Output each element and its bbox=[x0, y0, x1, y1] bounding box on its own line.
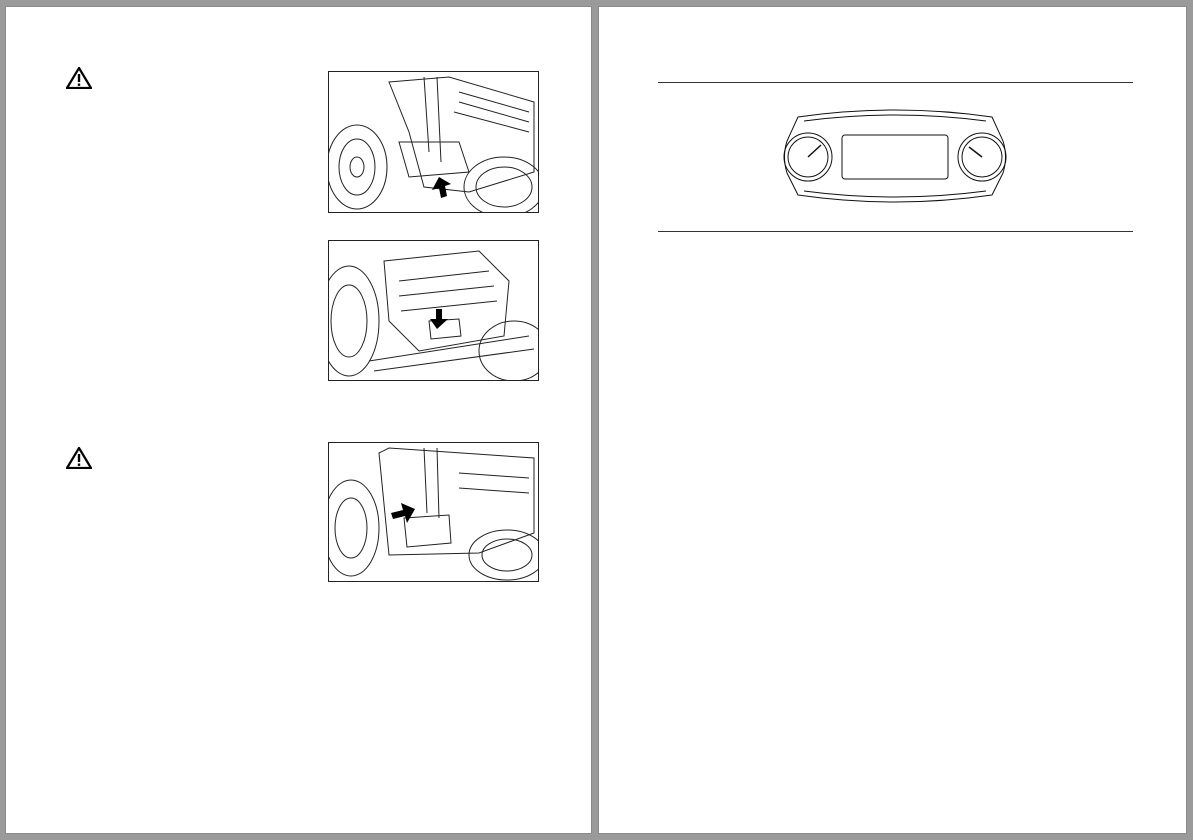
instrument-panel-drawing bbox=[658, 83, 1133, 231]
urea-tank-photo bbox=[328, 442, 539, 582]
urea-warning-header bbox=[66, 447, 324, 469]
right-page bbox=[598, 6, 1187, 834]
urea-tank-illustration bbox=[329, 443, 538, 581]
urea-warning bbox=[66, 447, 324, 469]
instrument-panel-diagram bbox=[658, 82, 1133, 232]
warning-triangle-icon bbox=[66, 67, 92, 89]
fuel-tank-section bbox=[66, 61, 326, 89]
drain-plug-photo bbox=[328, 240, 539, 381]
left-page bbox=[5, 6, 592, 834]
drain-plug-illustration bbox=[329, 241, 538, 380]
tractor-fuel-tank-illustration bbox=[329, 72, 538, 212]
fuel-tank-warning bbox=[66, 67, 326, 89]
fuel-tank-photo bbox=[328, 71, 539, 213]
warning-triangle-icon bbox=[66, 447, 92, 469]
